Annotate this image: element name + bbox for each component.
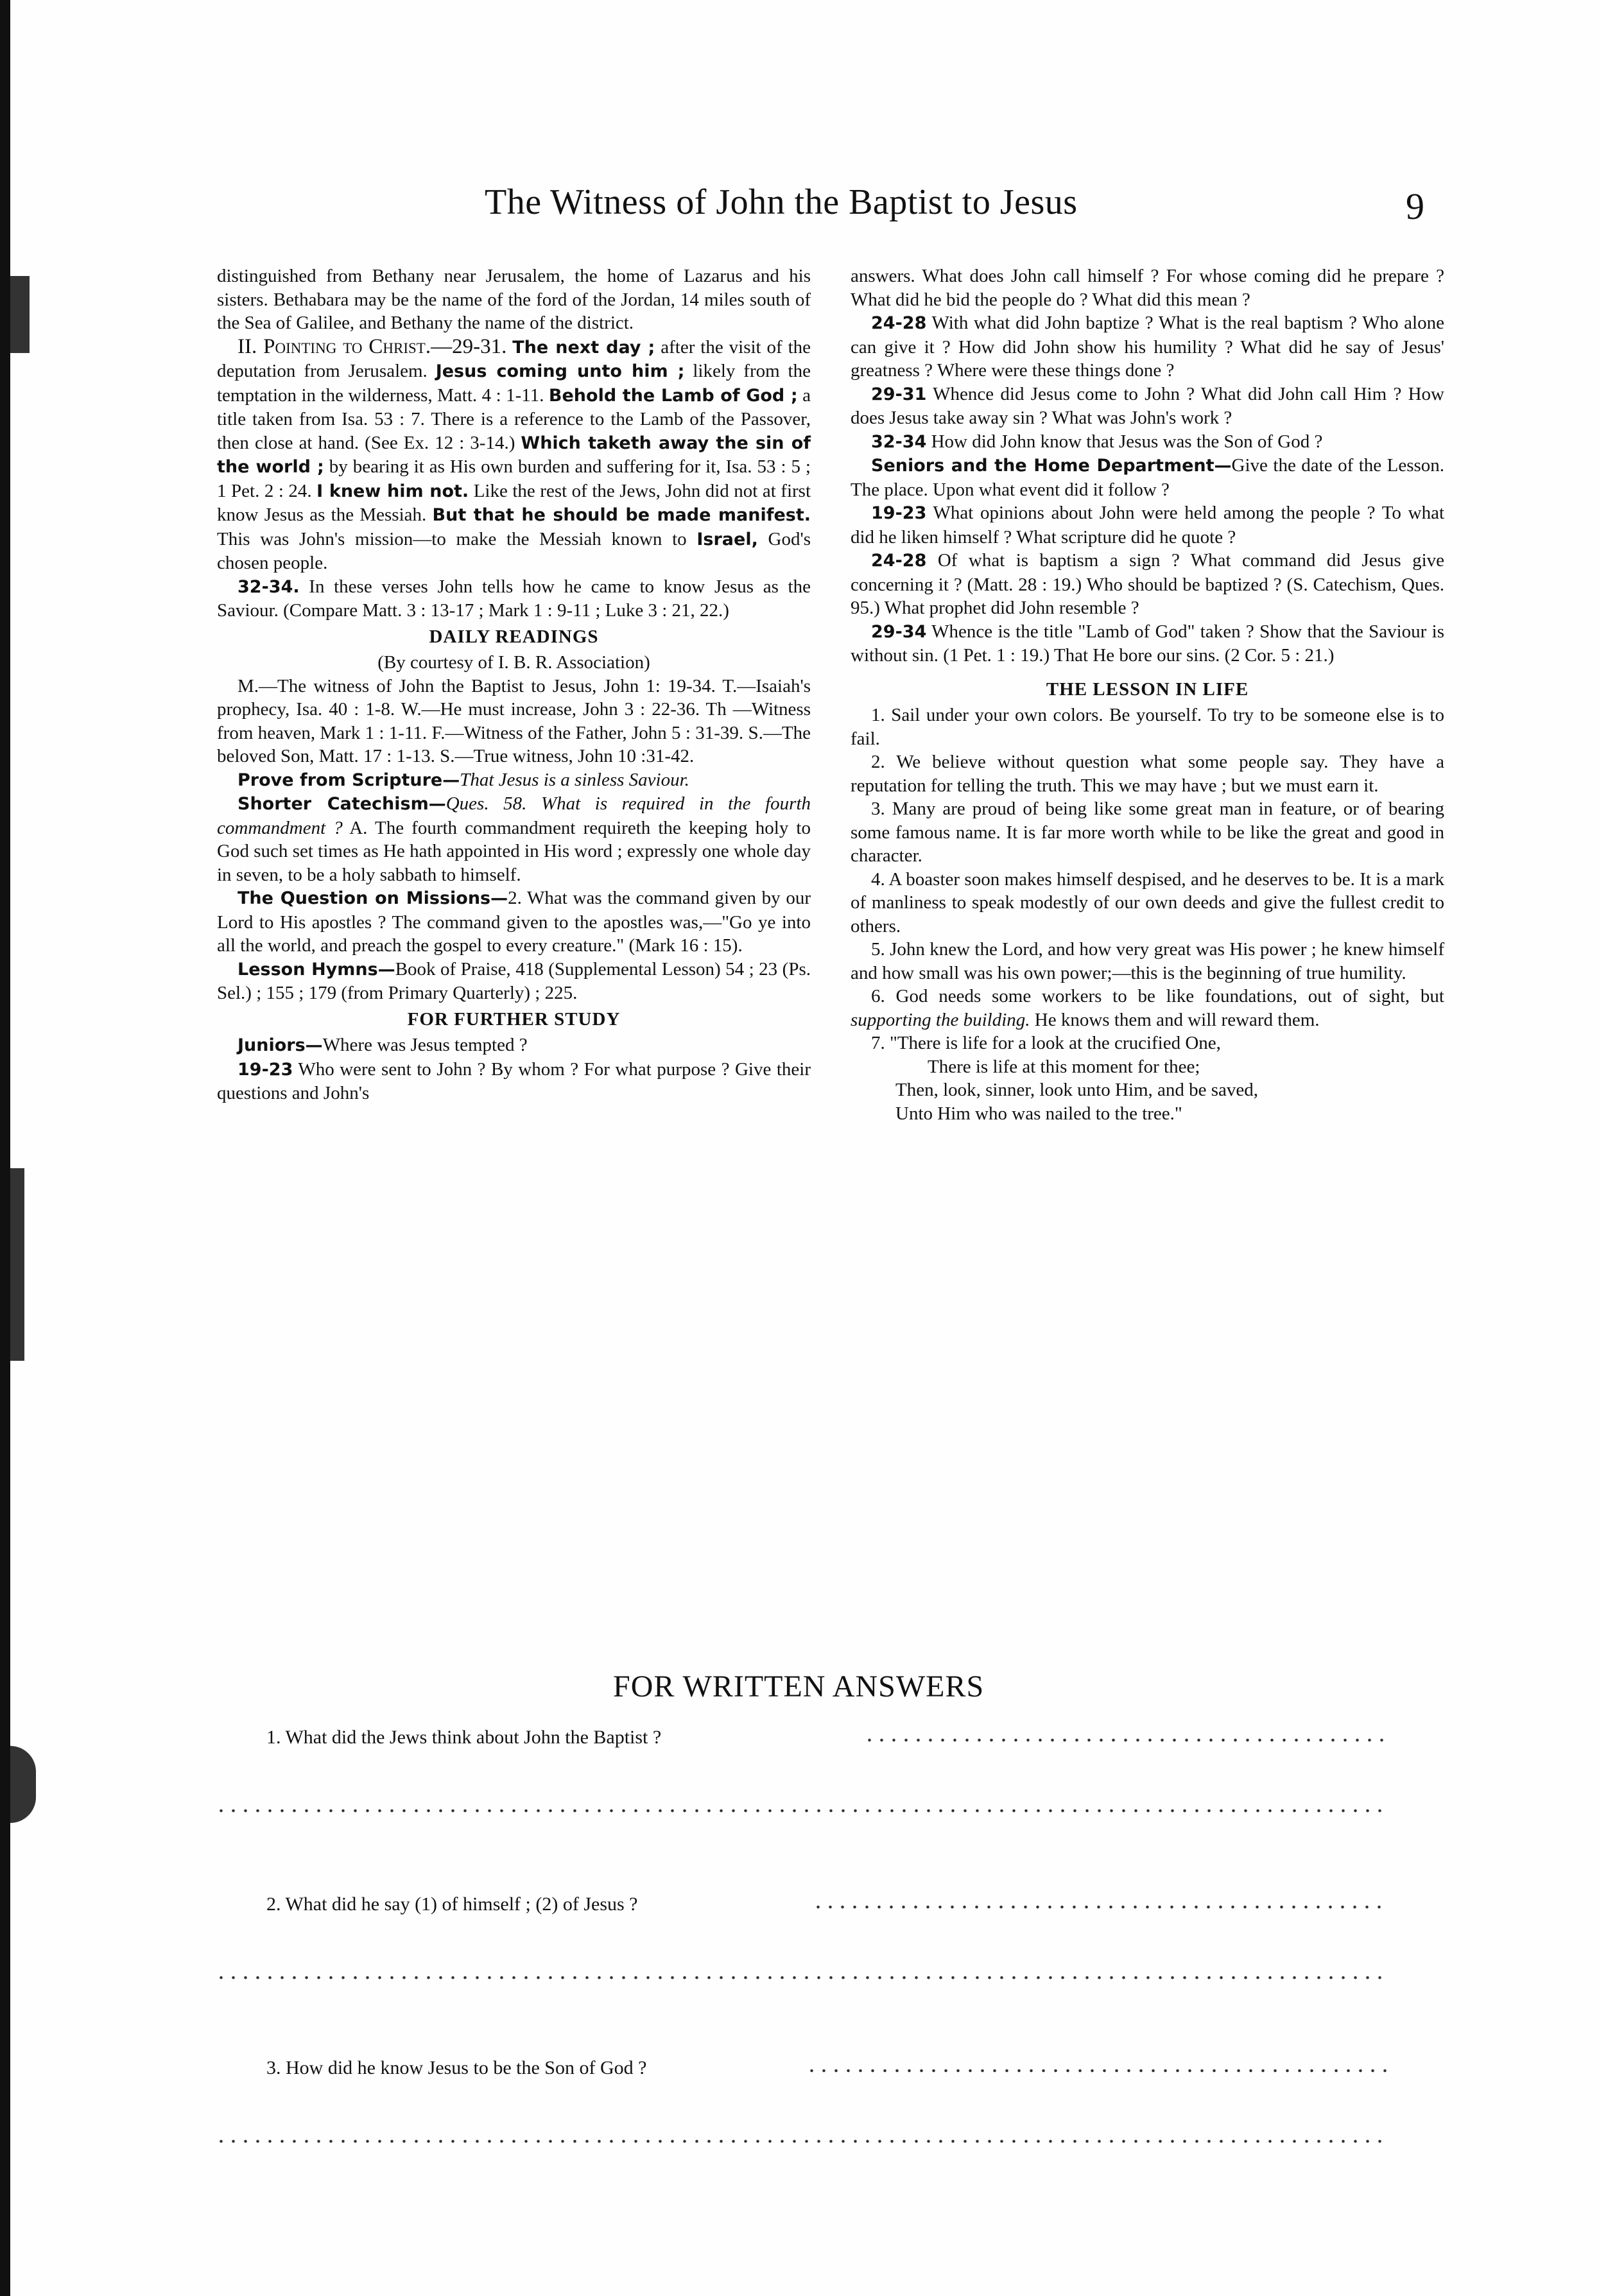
text: Of what is baptism a sign ? What command did Jesus give concerning it ? (Matt. 28 : 19.) Who should be baptized ? (S. Catechism, Ques. 95.) What prophet did John resemble ?: [851, 550, 1444, 618]
answer-line[interactable]: [215, 1976, 1390, 1980]
written-question-1: 1. What did the Jews think about John the Baptist ?: [266, 1727, 662, 1748]
text: 6. God needs some workers to be like foundations, out of sight, but: [871, 986, 1444, 1006]
text: supporting the building.: [851, 1009, 1030, 1030]
paragraph: [851, 501, 1444, 549]
daily-readings-subtitle: (By courtesy of I. B. R. Association): [377, 652, 650, 673]
text: In these verses John tells how he came to know Jesus as the Saviour. (Compare Matt. 3 : 13-17 ; Mark 1 : 9-11 ; Luke 3 : 21, 22.): [217, 576, 811, 621]
scan-mark: [10, 1168, 24, 1361]
text: That Jesus is a sinless Saviour.: [460, 769, 689, 790]
text: Where was Jesus tempted ?: [322, 1035, 528, 1055]
paragraph: [217, 886, 811, 958]
text: after the visit of the deputation from Jerusalem.: [217, 336, 811, 381]
bold-phrase: The next day ;: [512, 337, 655, 358]
bold-phrase: The Question on Missions—: [238, 888, 508, 908]
text: What opinions about John were held among the people ? To what did he liken himself ? What scripture did he quote ?: [851, 503, 1444, 548]
bold-phrase: Seniors and the Home Department—: [871, 456, 1232, 476]
text: God's chosen people.: [217, 528, 811, 573]
text: Whence is the title "Lamb of God" taken ? Show that the Saviour is without sin. (1 Pet. 1 : 19.) That He bore our sins. (2 Cor. 5 : 21.): [851, 621, 1444, 666]
bold-phrase: Behold the Lamb of God ;: [548, 385, 798, 406]
verse-ref: 29-34: [871, 621, 927, 642]
text: With what did John baptize ? What is the real baptism ? Who alone can give it ? How did John show his humility ? What did he say of Jesus' greatness ? Where were these things done ?: [851, 313, 1444, 381]
paragraph: [851, 985, 1444, 1031]
verse-ref: 24-28: [871, 551, 927, 571]
paragraph: 1. Sail under your own colors. Be yourself. To try to be someone else is to fail.: [851, 705, 1444, 749]
bold-phrase: Which taketh away the sin of the world ;: [217, 433, 811, 477]
paragraph: [851, 383, 1444, 430]
bold-phrase: Shorter Catechism—: [238, 794, 446, 814]
answer-line[interactable]: [812, 1905, 1390, 1909]
scan-edge: [0, 0, 10, 2296]
bold-phrase: Lesson Hymns—: [238, 959, 395, 980]
right-column: [851, 264, 1444, 1125]
text: Give the date of the Lesson. The place. Upon what event did it follow ?: [851, 455, 1445, 500]
text: Who were sent to John ? By whom ? For what purpose ? Give their questions and John's: [217, 1058, 811, 1103]
verse-ref: 32-34: [871, 431, 927, 452]
section-title-further-study: FOR FURTHER STUDY: [407, 1008, 621, 1030]
paragraph: [217, 1058, 811, 1105]
text: by bearing it as His own burden and suffering for it, Isa. 53 : 5 ; 1 Pet. 2 : 24.: [217, 456, 811, 501]
answer-line[interactable]: [806, 2069, 1390, 2073]
paragraph: 3. Many are proud of being like some great man in feature, or of bearing some famous name. It is far more worth while to be like the great and good in character.: [851, 798, 1444, 866]
answer-line[interactable]: [863, 1738, 1390, 1742]
paragraph: [851, 430, 1444, 454]
paragraph: 4. A boaster soon makes himself despised, and he deserves to be. It is a mark of manliness to speak modestly of our own deeds and give the fullest credit to others.: [851, 868, 1444, 937]
text: This was John's mission—to make the Messiah known to: [217, 528, 697, 549]
paragraph: [851, 549, 1444, 620]
section-heading: II. Pointing to Christ.—29-31.: [238, 334, 507, 358]
bold-phrase: Juniors—: [238, 1035, 323, 1055]
verse-ref: 19-23: [238, 1059, 293, 1080]
bold-phrase: Jesus coming unto him ;: [435, 361, 685, 381]
answer-line[interactable]: [215, 1809, 1390, 1813]
written-question-3: 3. How did he know Jesus to be the Son of God ?: [266, 2057, 647, 2078]
paragraph: [217, 335, 811, 575]
paragraph: [217, 1033, 811, 1058]
text: Like the rest of the Jews, John did not at first know Jesus as the Messiah.: [217, 480, 811, 525]
scan-mark: [10, 1746, 36, 1823]
left-column: [217, 264, 811, 1105]
text: 2. What was the command given by our Lord to His apostles ? The command given to the apostles was,—"Go ye into all the world, and preach the gospel to every creature." (Mark 16 : 15).: [217, 888, 811, 956]
verse-ref: 19-23: [871, 503, 927, 523]
paragraph: M.—The witness of John the Baptist to Jesus, John 1: 19-34. T.—Isaiah's prophecy, Isa. 40 : 1-8. W.—He must increase, John 3 : 22-36. Th —Witness from heaven, Mark 1 : 1-11. F.—Witness of the Father, John 5 : 31-39. S.—The beloved Son, Matt. 17 : 1-13. S.—True witness, John 10 :31-42.: [217, 675, 811, 766]
text: He knows them and will reward them.: [1030, 1009, 1320, 1030]
verse-ref: 24-28: [871, 313, 927, 333]
text: Whence did Jesus come to John ? What did John call Him ? How does Jesus take away sin ? What was John's work ?: [851, 383, 1444, 428]
paragraph: answers. What does John call himself ? For whose coming did he prepare ? What did he bid the people do ? What did this mean ?: [851, 266, 1444, 310]
paragraph: [217, 958, 811, 1005]
paragraph: [851, 620, 1444, 668]
poem-line: 7. "There is life for a look at the crucified One,: [871, 1033, 1221, 1053]
paragraph: 2. We believe without question what some people say. They have a reputation for telling the truth. This we may have ; but we must earn it.: [851, 752, 1444, 796]
bold-phrase: Israel,: [696, 529, 758, 549]
bold-phrase: But that he should be made manifest.: [432, 505, 811, 525]
poem-line: There is life at this moment for thee;: [928, 1056, 1200, 1077]
poem-line: Then, look, sinner, look unto Him, and be saved,: [895, 1080, 1259, 1100]
paragraph: 5. John knew the Lord, and how very great was His power ; he knew himself and how small was his own power;—this is the beginning of true humility.: [851, 939, 1444, 983]
page-number: 9: [1406, 186, 1424, 227]
paragraph: [217, 792, 811, 886]
bold-phrase: Prove from Scripture—: [238, 770, 460, 790]
verse-ref: 29-31: [871, 384, 927, 404]
text: Ques. 58. What is required in the fourth commandment ?: [217, 793, 811, 838]
text: likely from the temptation in the wilderness, Matt. 4 : 1-11.: [217, 361, 811, 406]
scan-mark: [10, 276, 30, 353]
written-question-2: 2. What did he say (1) of himself ; (2) of Jesus ?: [266, 1894, 638, 1915]
text: Book of Praise, 418 (Supplemental Lesson) 54 ; 23 (Ps. Sel.) ; 155 ; 179 (from Primary Quarterly) ; 225.: [217, 958, 811, 1003]
paragraph: [851, 311, 1444, 383]
text: a title taken from Isa. 53 : 7. There is a reference to the Lamb of the Passover, then close at hand. (See Ex. 12 : 3-14.): [217, 384, 811, 453]
text: How did John know that Jesus was the Son of God ?: [926, 431, 1323, 452]
paragraph: distinguished from Bethany near Jerusalem, the home of Lazarus and his sisters. Bethabara may be the name of the ford of the Jordan, 14 miles south of the Sea of Galilee, and Bethany the name of the district.: [217, 266, 811, 333]
section-title-lesson-in-life: THE LESSON IN LIFE: [1046, 678, 1249, 700]
paragraph: [217, 575, 811, 623]
answer-line[interactable]: [215, 2139, 1390, 2143]
paragraph: [851, 454, 1444, 501]
section-title-daily-readings: DAILY READINGS: [429, 626, 599, 647]
paragraph: [217, 768, 811, 793]
written-answers-title: FOR WRITTEN ANSWERS: [613, 1670, 985, 1704]
bold-phrase: I knew him not.: [316, 481, 469, 501]
poem-line: Unto Him who was nailed to the tree.": [895, 1103, 1182, 1124]
verse-ref: 32-34.: [238, 576, 300, 597]
text: A. The fourth commandment requireth the keeping holy to God such set times as He hath appointed in His word ; expressly one whole day in seven, to be a holy sabbath to himself.: [217, 817, 811, 885]
page-header-title: The Witness of John the Baptist to Jesus: [485, 182, 1078, 222]
